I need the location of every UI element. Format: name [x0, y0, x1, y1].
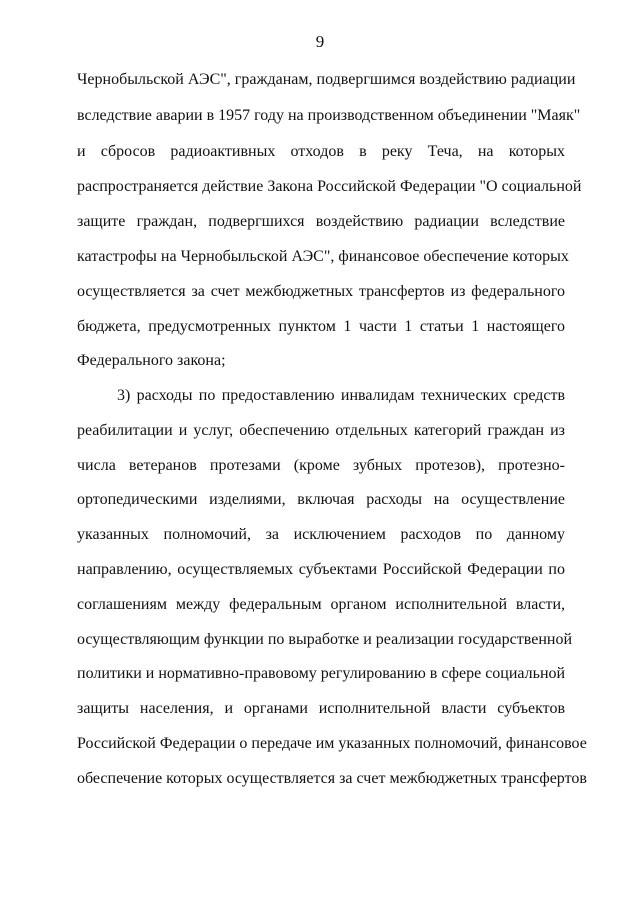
text-line: катастрофы на Чернобыльской АЭС", финансовое обеспечение которых: [77, 248, 569, 265]
text-line: ортопедическими изделиями, включая расходы на осуществление: [77, 491, 565, 508]
text-line: осуществляется за счет межбюджетных трансфертов из федерального: [77, 283, 565, 300]
text-line: Российской Федерации о передаче им указанных полномочий, финансовое: [77, 735, 587, 752]
text-line: политики и нормативно-правовому регулированию в сфере социальной: [77, 665, 566, 682]
text-line: Чернобыльской АЭС", гражданам, подвергшимся воздействию радиации: [77, 71, 576, 88]
text-line: числа ветеранов протезами (кроме зубных протезов), протезно-: [77, 457, 565, 474]
page-number: 9: [315, 32, 325, 51]
text-line: обеспечение которых осуществляется за счет межбюджетных трансфертов: [77, 770, 587, 787]
text-line: 3) расходы по предоставлению инвалидам технических средств: [117, 387, 565, 404]
text-line: бюджета, предусмотренных пунктом 1 части 1 статьи 1 настоящего: [77, 318, 565, 335]
text-line: осуществляющим функции по выработке и реализации государственной: [77, 631, 572, 648]
text-line: защиты населения, и органами исполнительной власти субъектов: [77, 700, 565, 717]
text-line: реабилитации и услуг, обеспечению отдельных категорий граждан из: [77, 422, 565, 439]
text-line: защите граждан, подвергшихся воздействию радиации вследствие: [77, 213, 565, 230]
text-line: указанных полномочий, за исключением расходов по данному: [77, 526, 565, 543]
text-line: Федерального закона;: [77, 352, 226, 369]
text-line: вследствие аварии в 1957 году на производственном объединении "Маяк": [77, 107, 581, 124]
text-line: соглашениям между федеральным органом исполнительной власти,: [77, 596, 565, 613]
text-line: направлению, осуществляемых субъектами Российской Федерации по: [77, 561, 565, 578]
text-line: распространяется действие Закона Российской Федерации "О социальной: [77, 178, 582, 195]
text-line: и сбросов радиоактивных отходов в реку Теча, на которых: [77, 143, 565, 160]
